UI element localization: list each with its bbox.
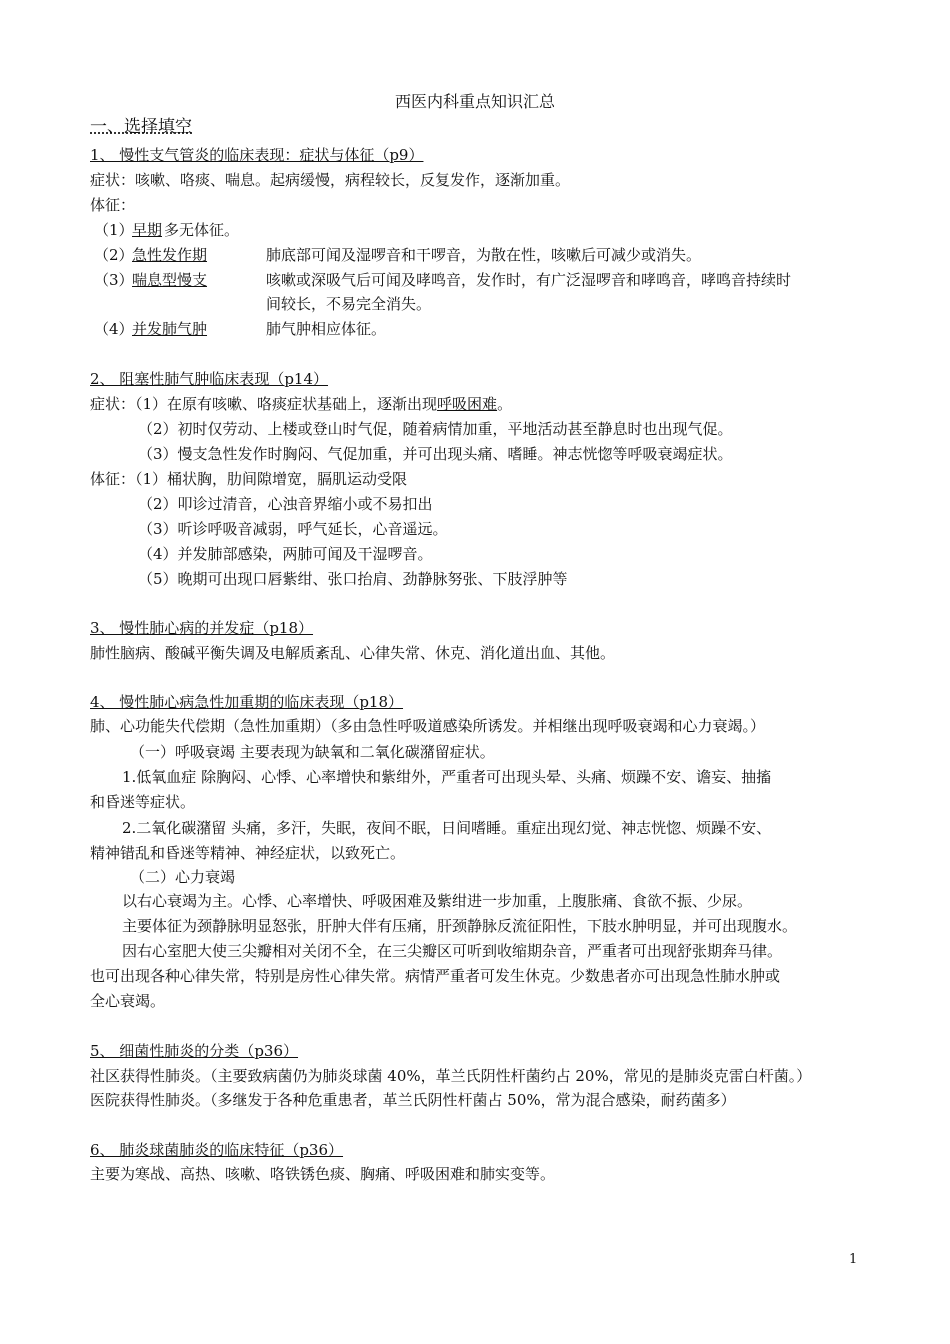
q1-signs-label: 体征：: [90, 196, 136, 214]
q2-sign-2: （2）叩诊过清音，心浊音界缩小或不易扣出: [138, 495, 433, 513]
q1-heading: 1、 慢性支气管炎的临床表现：症状与体征（p9）: [90, 146, 424, 164]
q3-text: 肺性脑病、酸碱平衡失调及电解质紊乱、心律失常、休克、消化道出血、其他。: [90, 644, 616, 662]
q2-sign-5: （5）晚期可出现口唇紫绀、张口抬肩、劲静脉努张、下肢浮肿等: [138, 570, 568, 588]
q3-heading: 3、 慢性肺心病的并发症（p18）: [90, 619, 314, 637]
q4-heart-3a: 因右心室肥大使三尖瓣相对关闭不全，在三尖瓣区可听到收缩期杂音，严重者可出现舒张期奔马律。: [122, 942, 783, 960]
q1-sign-4-term: 并发肺气肿: [132, 320, 208, 338]
q1-sign-1-num: （1）: [94, 221, 134, 239]
q1-sign-3-num: （3）: [94, 271, 134, 289]
q1-sign-2-text: 肺底部可闻及湿啰音和干啰音，为散在性，咳嗽后可减少或消失。: [266, 246, 702, 264]
q5-line-1: 社区获得性肺炎。（主要致病菌仍为肺炎球菌 40%，革兰氏阴性杆菌约占 20%，常见的是肺炎克雷白杆菌。）: [90, 1067, 812, 1085]
q4-heart-3b: 也可出现各种心律失常，特别是房性心律失常。病情严重者可发生休克。少数患者亦可出现急性肺水肿或: [90, 967, 781, 985]
q1-sign-1-term: 早期: [132, 221, 163, 239]
q4-hypercapnia-b: 精神错乱和昏迷等精神、神经症状，以致死亡。: [90, 844, 406, 862]
q1-sign-2-term: 急性发作期: [132, 246, 208, 264]
q2-symptom-1-end: 。: [497, 395, 513, 413]
q4-respiratory-failure: （一）呼吸衰竭 主要表现为缺氧和二氧化碳潴留症状。: [130, 743, 495, 761]
q2-sign-3: （3）听诊呼吸音减弱，呼气延长，心音遥远。: [138, 520, 448, 538]
q2-sign-4: （4）并发肺部感染，两肺可闻及干湿啰音。: [138, 545, 433, 563]
q2-symptom-1: [90, 394, 512, 414]
q1-symptoms: 症状：咳嗽、咯痰、喘息。起病缓慢，病程较长，反复发作，逐渐加重。: [90, 171, 571, 189]
q1-sign-3-term: 喘息型慢支: [132, 271, 208, 289]
q5-line-2: 医院获得性肺炎。（多继发于各种危重患者，革兰氏阴性杆菌占 50%，常为混合感染，耐药菌多）: [90, 1091, 736, 1109]
q2-sign-1: 体征：（1）桶状胸，肋间隙增宽，膈肌运动受限: [90, 470, 408, 488]
q4-heart-failure: （二）心力衰竭: [130, 868, 236, 886]
q4-heart-1: 以右心衰竭为主。心悸、心率增快、呼吸困难及紫绀进一步加重，上腹胀痛、食欲不振、少尿。: [122, 892, 753, 910]
q2-heading: 2、 阻塞性肺气肿临床表现（p14）: [90, 370, 329, 388]
q1-sign-1-text: 多无体征。: [164, 221, 240, 239]
q4-hypercapnia-a: 2.二氧化碳潴留 头痛，多汗，失眠，夜间不眠，日间嗜睡。重症出现幻觉、神志恍惚、烦躁不安、: [122, 819, 772, 837]
q1-sign-3-text-a: 咳嗽或深吸气后可闻及哮鸣音，发作时，有广泛湿啰音和哮鸣音，哮鸣音持续时: [266, 271, 792, 289]
q1-sign-4-num: （4）: [94, 320, 134, 338]
q1-sign-2-num: （2）: [94, 246, 134, 264]
q1-sign-3-text-b: 间较长，不易完全消失。: [266, 295, 432, 313]
q1-sign-4-text: 肺气肿相应体征。: [266, 320, 387, 338]
q4-heart-3c: 全心衰竭。: [90, 992, 166, 1010]
page-number: 1: [849, 1252, 858, 1267]
q2-symptom-1-text: 症状：（1）在原有咳嗽、咯痰症状基础上，逐渐出现: [90, 395, 438, 413]
section-heading: 一、选择填空: [90, 117, 192, 137]
q2-symptom-3: （3）慢支急性发作时胸闷、气促加重，并可出现头痛、嗜睡。神志恍惚等呼吸衰竭症状。: [138, 445, 733, 463]
q5-heading: 5、 细菌性肺炎的分类（p36）: [90, 1042, 299, 1060]
q4-heading: 4、 慢性肺心病急性加重期的临床表现（p18）: [90, 693, 404, 711]
q6-heading: 6、 肺炎球菌肺炎的临床特征（p36）: [90, 1141, 344, 1159]
q4-intro: 肺、心功能失代偿期（急性加重期）（多由急性呼吸道感染所诱发。并相继出现呼吸衰竭和心力衰竭。）: [90, 717, 766, 735]
q2-symptom-1-underlined: 呼吸困难: [437, 395, 498, 413]
q2-symptom-2: （2）初时仅劳动、上楼或登山时气促，随着病情加重，平地活动甚至静息时也出现气促。: [138, 420, 733, 438]
q4-hypoxemia-b: 和昏迷等症状。: [90, 793, 196, 811]
document-title: 西医内科重点知识汇总: [394, 92, 555, 111]
q4-heart-2: 主要体征为颈静脉明显怒张，肝肿大伴有压痛，肝颈静脉反流征阳性，下肢水肿明显，并可出现腹水。: [122, 917, 798, 935]
q4-hypoxemia-a: 1.低氧血症 除胸闷、心悸、心率增快和紫绀外，严重者可出现头晕、头痛、烦躁不安、谵妄、抽搐: [122, 768, 772, 786]
q6-text: 主要为寒战、高热、咳嗽、咯铁锈色痰、胸痛、呼吸困难和肺实变等。: [90, 1165, 556, 1183]
